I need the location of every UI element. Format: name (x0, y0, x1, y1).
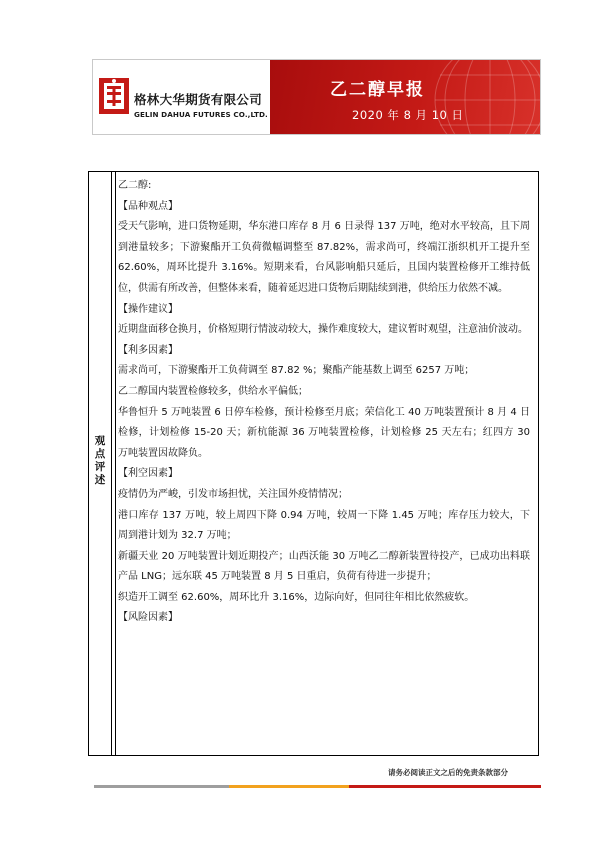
paragraph-bearish-2: 港口库存 137 万吨，较上周四下降 0.94 万吨，较周一下降 1.45 万吨；库存压力较大，下周到港计划为 32.7 万吨； (118, 509, 530, 542)
section-heading-bullish: 【利多因素】 (118, 344, 178, 356)
footer-line-orange (229, 785, 349, 788)
footer-line-gray (94, 785, 229, 788)
paragraph-bearish-3: 新疆天业 20 万吨装置计划近期投产；山西沃能 30 万吨乙二醇新装置待投产，已成功出料联产品 LNG；远东联 45 万吨装置 8 月 5 日重启，负荷有待进一步提升； (118, 550, 530, 583)
company-logo (93, 60, 270, 135)
company-name-cn: 格林大华期货有限公司 (134, 92, 263, 107)
side-label-column (89, 172, 112, 755)
paragraph-bearish-1: 疫情仍为严峻，引发市场担忧，关注国外疫情情况； (118, 488, 348, 500)
section-heading-viewpoint: 【品种观点】 (118, 200, 178, 212)
paragraph-bullish-3: 华鲁恒升 5 万吨装置 6 日停车检修，预计检修至月底；荣信化工 40 万吨装置预计 8 月 4 日检修，计划检修 15-20 天；新杭能源 36 万吨装置检修，计划检修 25 天左右；红四方 30 万吨装置因故降负。 (118, 406, 530, 459)
company-name-en: GELIN DAHUA FUTURES CO.,LTD. (134, 110, 268, 119)
table-divider-column (112, 172, 116, 755)
disclaimer-note: 请务必阅读正文之后的免责条款部分 (388, 768, 508, 777)
company-emblem-icon (97, 76, 131, 116)
section-heading-suggestion: 【操作建议】 (118, 303, 178, 315)
report-table (88, 171, 539, 756)
section-heading-risk: 【风险因素】 (118, 612, 178, 624)
side-label-viewpoint: 观 点 评 述 (94, 435, 106, 486)
paragraph-viewpoint: 受天气影响，进口货物延期，华东港口库存 8 月 6 日录得 137 万吨，绝对水平较高，且下周到港量较多；下游聚酯开工负荷微幅调整至 87.82%，需求尚可，终端江浙织机开工提升至 62.60%，周环比提升 3.16%。短期来看，台风影响船只延后，且国内装置检修开工维持低位，供需有所改善，但整体来看，随着延迟进口货物后期陆续到港，供给压力依然不减。 (118, 221, 530, 294)
report-header (92, 59, 541, 135)
report-content (118, 176, 530, 755)
paragraph-bearish-4: 织造开工调至 62.60%，周环比升 3.16%，边际向好，但同往年相比依然疲软。 (118, 591, 475, 603)
report-title: 乙二醇早报 (330, 80, 425, 100)
footer-line-red (349, 785, 541, 788)
title-banner (270, 60, 540, 135)
paragraph-suggestion: 近期盘面移仓换月，价格短期行情波动较大，操作难度较大，建议暂时观望，注意油价波动。 (118, 324, 528, 336)
report-date: 2020 年 8 月 10 日 (352, 108, 464, 122)
section-heading-bearish: 【利空因素】 (118, 468, 178, 480)
product-title: 乙二醇: (118, 180, 152, 191)
paragraph-bullish-2: 乙二醇国内装置检修较多，供给水平偏低； (118, 385, 308, 397)
paragraph-bullish-1: 需求尚可，下游聚酯开工负荷调至 87.82 %；聚酯产能基数上调至 6257 万吨； (118, 365, 475, 377)
